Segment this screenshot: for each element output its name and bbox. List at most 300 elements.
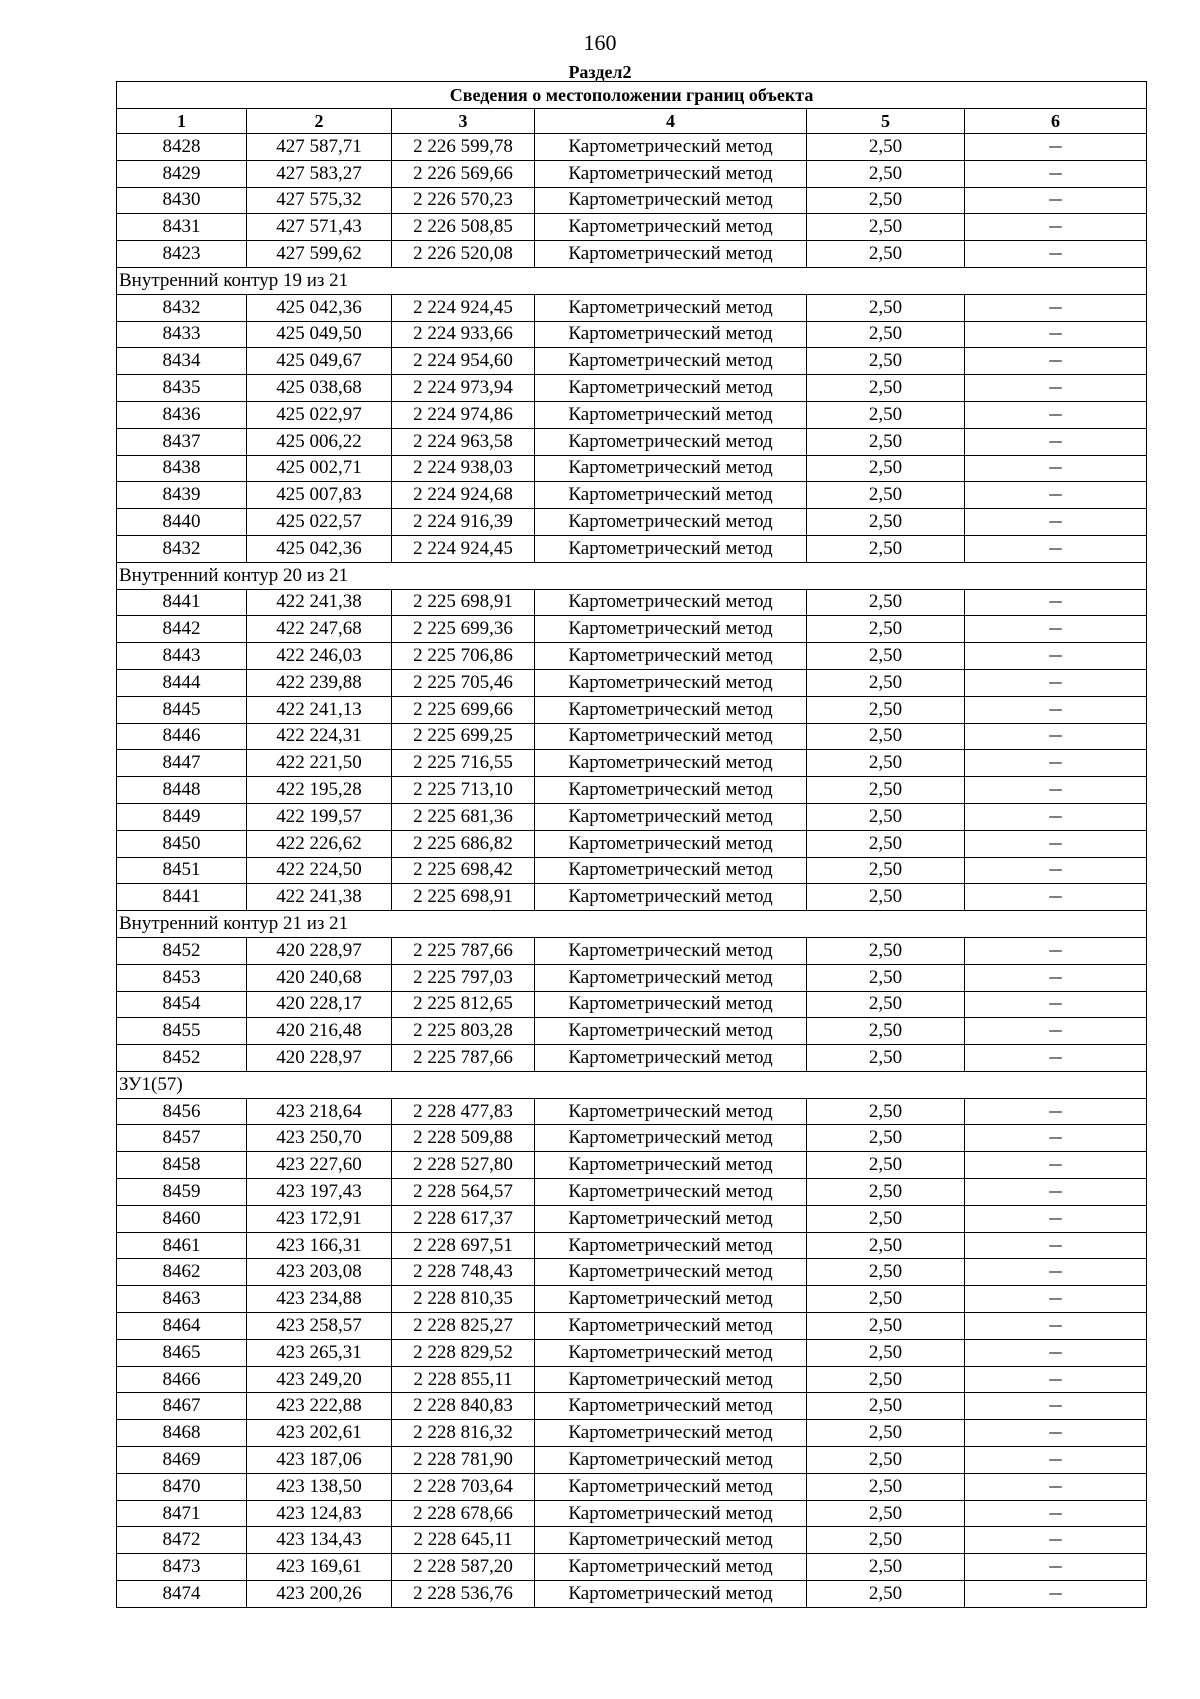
x-coordinate-cell: 423 249,20 — [247, 1366, 392, 1393]
x-coordinate-cell: 422 239,88 — [247, 669, 392, 696]
point-number-cell: 8437 — [117, 428, 247, 455]
method-cell: Картометрический метод — [535, 1179, 807, 1206]
x-coordinate-cell: 423 227,60 — [247, 1152, 392, 1179]
description-cell: — — [965, 1259, 1147, 1286]
table-row — [117, 455, 1147, 482]
method-cell: Картометрический метод — [535, 1447, 807, 1474]
y-coordinate-cell: 2 226 569,66 — [392, 160, 535, 187]
x-coordinate-cell: 423 169,61 — [247, 1554, 392, 1581]
description-cell: — — [965, 535, 1147, 562]
accuracy-cell: 2,50 — [807, 669, 965, 696]
x-coordinate-cell: 422 226,62 — [247, 830, 392, 857]
table-row — [117, 1420, 1147, 1447]
contour-section-row — [117, 911, 1147, 938]
point-number-cell: 8429 — [117, 160, 247, 187]
accuracy-cell: 2,50 — [807, 1313, 965, 1340]
point-number-cell: 8448 — [117, 777, 247, 804]
accuracy-cell: 2,50 — [807, 1366, 965, 1393]
accuracy-cell: 2,50 — [807, 1581, 965, 1608]
method-cell: Картометрический метод — [535, 1366, 807, 1393]
accuracy-cell: 2,50 — [807, 696, 965, 723]
x-coordinate-cell: 422 241,13 — [247, 696, 392, 723]
description-cell: — — [965, 1205, 1147, 1232]
y-coordinate-cell: 2 225 797,03 — [392, 964, 535, 991]
description-cell: — — [965, 830, 1147, 857]
description-cell: — — [965, 991, 1147, 1018]
x-coordinate-cell: 422 224,50 — [247, 857, 392, 884]
accuracy-cell: 2,50 — [807, 964, 965, 991]
x-coordinate-cell: 423 172,91 — [247, 1205, 392, 1232]
x-coordinate-cell: 423 265,31 — [247, 1339, 392, 1366]
method-cell: Картометрический метод — [535, 187, 807, 214]
method-cell: Картометрический метод — [535, 1527, 807, 1554]
accuracy-cell: 2,50 — [807, 750, 965, 777]
accuracy-cell: 2,50 — [807, 294, 965, 321]
y-coordinate-cell: 2 228 816,32 — [392, 1420, 535, 1447]
method-cell: Картометрический метод — [535, 669, 807, 696]
table-row — [117, 535, 1147, 562]
y-coordinate-cell: 2 225 812,65 — [392, 991, 535, 1018]
table-row — [117, 830, 1147, 857]
x-coordinate-cell: 422 241,38 — [247, 884, 392, 911]
point-number-cell: 8428 — [117, 134, 247, 161]
description-cell: — — [965, 241, 1147, 268]
method-cell: Картометрический метод — [535, 214, 807, 241]
table-row — [117, 643, 1147, 670]
y-coordinate-cell: 2 225 698,91 — [392, 589, 535, 616]
x-coordinate-cell: 425 006,22 — [247, 428, 392, 455]
accuracy-cell: 2,50 — [807, 723, 965, 750]
accuracy-cell: 2,50 — [807, 160, 965, 187]
x-coordinate-cell: 425 022,97 — [247, 401, 392, 428]
accuracy-cell: 2,50 — [807, 428, 965, 455]
description-cell: — — [965, 1018, 1147, 1045]
method-cell: Картометрический метод — [535, 696, 807, 723]
accuracy-cell: 2,50 — [807, 1045, 965, 1072]
description-cell: — — [965, 1420, 1147, 1447]
point-number-cell: 8423 — [117, 241, 247, 268]
y-coordinate-cell: 2 225 699,66 — [392, 696, 535, 723]
table-row — [117, 1286, 1147, 1313]
y-coordinate-cell: 2 225 706,86 — [392, 643, 535, 670]
point-number-cell: 8456 — [117, 1098, 247, 1125]
table-row — [117, 214, 1147, 241]
method-cell: Картометрический метод — [535, 1554, 807, 1581]
y-coordinate-cell: 2 226 599,78 — [392, 134, 535, 161]
point-number-cell: 8431 — [117, 214, 247, 241]
table-row — [117, 1098, 1147, 1125]
table-row — [117, 509, 1147, 536]
description-cell: — — [965, 1527, 1147, 1554]
x-coordinate-cell: 425 007,83 — [247, 482, 392, 509]
description-cell: — — [965, 1098, 1147, 1125]
table-row — [117, 991, 1147, 1018]
table-caption: Сведения о местоположении границ объекта — [117, 82, 1147, 109]
description-cell: — — [965, 884, 1147, 911]
point-number-cell: 8466 — [117, 1366, 247, 1393]
point-number-cell: 8447 — [117, 750, 247, 777]
method-cell: Картометрический метод — [535, 509, 807, 536]
y-coordinate-cell: 2 225 803,28 — [392, 1018, 535, 1045]
description-cell: — — [965, 160, 1147, 187]
table-row — [117, 134, 1147, 161]
accuracy-cell: 2,50 — [807, 589, 965, 616]
description-cell: — — [965, 1045, 1147, 1072]
table-row — [117, 1259, 1147, 1286]
accuracy-cell: 2,50 — [807, 803, 965, 830]
table-row — [117, 1366, 1147, 1393]
y-coordinate-cell: 2 224 933,66 — [392, 321, 535, 348]
x-coordinate-cell: 423 197,43 — [247, 1179, 392, 1206]
point-number-cell: 8472 — [117, 1527, 247, 1554]
method-cell: Картометрический метод — [535, 134, 807, 161]
method-cell: Картометрический метод — [535, 455, 807, 482]
table-row — [117, 803, 1147, 830]
accuracy-cell: 2,50 — [807, 1500, 965, 1527]
point-number-cell: 8461 — [117, 1232, 247, 1259]
table-row — [117, 1018, 1147, 1045]
point-number-cell: 8470 — [117, 1473, 247, 1500]
x-coordinate-cell: 423 218,64 — [247, 1098, 392, 1125]
point-number-cell: 8435 — [117, 375, 247, 402]
method-cell: Картометрический метод — [535, 750, 807, 777]
accuracy-cell: 2,50 — [807, 1179, 965, 1206]
table-row — [117, 884, 1147, 911]
accuracy-cell: 2,50 — [807, 1286, 965, 1313]
accuracy-cell: 2,50 — [807, 509, 965, 536]
table-row — [117, 348, 1147, 375]
accuracy-cell: 2,50 — [807, 375, 965, 402]
table-row — [117, 1500, 1147, 1527]
accuracy-cell: 2,50 — [807, 1259, 965, 1286]
x-coordinate-cell: 422 199,57 — [247, 803, 392, 830]
point-number-cell: 8443 — [117, 643, 247, 670]
point-number-cell: 8453 — [117, 964, 247, 991]
table-row — [117, 401, 1147, 428]
table-body — [117, 134, 1147, 1608]
accuracy-cell: 2,50 — [807, 134, 965, 161]
accuracy-cell: 2,50 — [807, 1125, 965, 1152]
description-cell: — — [965, 1554, 1147, 1581]
x-coordinate-cell: 423 134,43 — [247, 1527, 392, 1554]
method-cell: Картометрический метод — [535, 857, 807, 884]
y-coordinate-cell: 2 228 645,11 — [392, 1527, 535, 1554]
method-cell: Картометрический метод — [535, 777, 807, 804]
x-coordinate-cell: 423 138,50 — [247, 1473, 392, 1500]
column-header: 6 — [965, 109, 1147, 134]
y-coordinate-cell: 2 225 787,66 — [392, 937, 535, 964]
description-cell: — — [965, 643, 1147, 670]
y-coordinate-cell: 2 224 963,58 — [392, 428, 535, 455]
description-cell: — — [965, 589, 1147, 616]
y-coordinate-cell: 2 224 938,03 — [392, 455, 535, 482]
description-cell: — — [965, 1179, 1147, 1206]
point-number-cell: 8462 — [117, 1259, 247, 1286]
table-row — [117, 1527, 1147, 1554]
y-coordinate-cell: 2 228 617,37 — [392, 1205, 535, 1232]
point-number-cell: 8465 — [117, 1339, 247, 1366]
description-cell: — — [965, 1339, 1147, 1366]
description-cell: — — [965, 1581, 1147, 1608]
table-row — [117, 428, 1147, 455]
accuracy-cell: 2,50 — [807, 616, 965, 643]
method-cell: Картометрический метод — [535, 1339, 807, 1366]
method-cell: Картометрический метод — [535, 884, 807, 911]
y-coordinate-cell: 2 228 509,88 — [392, 1125, 535, 1152]
method-cell: Картометрический метод — [535, 160, 807, 187]
y-coordinate-cell: 2 228 810,35 — [392, 1286, 535, 1313]
x-coordinate-cell: 423 124,83 — [247, 1500, 392, 1527]
x-coordinate-cell: 423 222,88 — [247, 1393, 392, 1420]
point-number-cell: 8441 — [117, 589, 247, 616]
method-cell: Картометрический метод — [535, 803, 807, 830]
point-number-cell: 8430 — [117, 187, 247, 214]
y-coordinate-cell: 2 226 570,23 — [392, 187, 535, 214]
method-cell: Картометрический метод — [535, 1018, 807, 1045]
table-row — [117, 857, 1147, 884]
table-row — [117, 750, 1147, 777]
x-coordinate-cell: 422 241,38 — [247, 589, 392, 616]
description-cell: — — [965, 1447, 1147, 1474]
y-coordinate-cell: 2 228 477,83 — [392, 1098, 535, 1125]
method-cell: Картометрический метод — [535, 723, 807, 750]
method-cell: Картометрический метод — [535, 1581, 807, 1608]
table-row — [117, 160, 1147, 187]
accuracy-cell: 2,50 — [807, 1018, 965, 1045]
method-cell: Картометрический метод — [535, 1286, 807, 1313]
y-coordinate-cell: 2 228 829,52 — [392, 1339, 535, 1366]
y-coordinate-cell: 2 225 705,46 — [392, 669, 535, 696]
accuracy-cell: 2,50 — [807, 1473, 965, 1500]
x-coordinate-cell: 422 247,68 — [247, 616, 392, 643]
description-cell: — — [965, 857, 1147, 884]
section-title: Раздел2 — [568, 62, 632, 82]
table-row — [117, 669, 1147, 696]
x-coordinate-cell: 422 221,50 — [247, 750, 392, 777]
accuracy-cell: 2,50 — [807, 401, 965, 428]
point-number-cell: 8469 — [117, 1447, 247, 1474]
y-coordinate-cell: 2 225 699,36 — [392, 616, 535, 643]
x-coordinate-cell: 423 200,26 — [247, 1581, 392, 1608]
point-number-cell: 8436 — [117, 401, 247, 428]
column-header: 3 — [392, 109, 535, 134]
description-cell: — — [965, 696, 1147, 723]
description-cell: — — [965, 964, 1147, 991]
point-number-cell: 8455 — [117, 1018, 247, 1045]
method-cell: Картометрический метод — [535, 428, 807, 455]
table-row — [117, 375, 1147, 402]
method-cell: Картометрический метод — [535, 991, 807, 1018]
x-coordinate-cell: 425 049,50 — [247, 321, 392, 348]
accuracy-cell: 2,50 — [807, 535, 965, 562]
y-coordinate-cell: 2 225 686,82 — [392, 830, 535, 857]
column-header: 5 — [807, 109, 965, 134]
description-cell: — — [965, 187, 1147, 214]
method-cell: Картометрический метод — [535, 241, 807, 268]
description-cell: — — [965, 1500, 1147, 1527]
accuracy-cell: 2,50 — [807, 1420, 965, 1447]
y-coordinate-cell: 2 228 748,43 — [392, 1259, 535, 1286]
contour-section-label: Внутренний контур 20 из 21 — [117, 562, 1147, 589]
table-row — [117, 616, 1147, 643]
accuracy-cell: 2,50 — [807, 1393, 965, 1420]
y-coordinate-cell: 2 228 527,80 — [392, 1152, 535, 1179]
method-cell: Картометрический метод — [535, 535, 807, 562]
y-coordinate-cell: 2 226 508,85 — [392, 214, 535, 241]
point-number-cell: 8450 — [117, 830, 247, 857]
point-number-cell: 8444 — [117, 669, 247, 696]
accuracy-cell: 2,50 — [807, 187, 965, 214]
description-cell: — — [965, 1366, 1147, 1393]
y-coordinate-cell: 2 224 924,45 — [392, 294, 535, 321]
accuracy-cell: 2,50 — [807, 830, 965, 857]
method-cell: Картометрический метод — [535, 1500, 807, 1527]
table-row — [117, 1232, 1147, 1259]
y-coordinate-cell: 2 225 681,36 — [392, 803, 535, 830]
method-cell: Картометрический метод — [535, 1313, 807, 1340]
x-coordinate-cell: 422 224,31 — [247, 723, 392, 750]
point-number-cell: 8454 — [117, 991, 247, 1018]
point-number-cell: 8442 — [117, 616, 247, 643]
table-row — [117, 1339, 1147, 1366]
point-number-cell: 8432 — [117, 535, 247, 562]
x-coordinate-cell: 422 246,03 — [247, 643, 392, 670]
accuracy-cell: 2,50 — [807, 1527, 965, 1554]
accuracy-cell: 2,50 — [807, 857, 965, 884]
y-coordinate-cell: 2 228 855,11 — [392, 1366, 535, 1393]
point-number-cell: 8468 — [117, 1420, 247, 1447]
table-row — [117, 241, 1147, 268]
x-coordinate-cell: 420 228,17 — [247, 991, 392, 1018]
accuracy-cell: 2,50 — [807, 991, 965, 1018]
point-number-cell: 8449 — [117, 803, 247, 830]
y-coordinate-cell: 2 228 536,76 — [392, 1581, 535, 1608]
accuracy-cell: 2,50 — [807, 643, 965, 670]
description-cell: — — [965, 482, 1147, 509]
description-cell: — — [965, 321, 1147, 348]
contour-section-label: Внутренний контур 21 из 21 — [117, 911, 1147, 938]
x-coordinate-cell: 420 228,97 — [247, 937, 392, 964]
table-row — [117, 723, 1147, 750]
accuracy-cell: 2,50 — [807, 1098, 965, 1125]
x-coordinate-cell: 425 022,57 — [247, 509, 392, 536]
x-coordinate-cell: 423 250,70 — [247, 1125, 392, 1152]
table-row — [117, 1205, 1147, 1232]
description-cell: — — [965, 1393, 1147, 1420]
y-coordinate-cell: 2 224 974,86 — [392, 401, 535, 428]
method-cell: Картометрический метод — [535, 401, 807, 428]
method-cell: Картометрический метод — [535, 294, 807, 321]
point-number-cell: 8471 — [117, 1500, 247, 1527]
y-coordinate-cell: 2 228 697,51 — [392, 1232, 535, 1259]
point-number-cell: 8438 — [117, 455, 247, 482]
accuracy-cell: 2,50 — [807, 482, 965, 509]
accuracy-cell: 2,50 — [807, 1554, 965, 1581]
x-coordinate-cell: 423 203,08 — [247, 1259, 392, 1286]
description-cell: — — [965, 669, 1147, 696]
point-number-cell: 8459 — [117, 1179, 247, 1206]
y-coordinate-cell: 2 225 787,66 — [392, 1045, 535, 1072]
page-number: 160 — [583, 30, 617, 55]
method-cell: Картометрический метод — [535, 1098, 807, 1125]
point-number-cell: 8445 — [117, 696, 247, 723]
method-cell: Картометрический метод — [535, 482, 807, 509]
accuracy-cell: 2,50 — [807, 241, 965, 268]
table-row — [117, 1313, 1147, 1340]
y-coordinate-cell: 2 228 703,64 — [392, 1473, 535, 1500]
accuracy-cell: 2,50 — [807, 348, 965, 375]
y-coordinate-cell: 2 226 520,08 — [392, 241, 535, 268]
point-number-cell: 8464 — [117, 1313, 247, 1340]
point-number-cell: 8474 — [117, 1581, 247, 1608]
y-coordinate-cell: 2 224 924,68 — [392, 482, 535, 509]
y-coordinate-cell: 2 225 698,42 — [392, 857, 535, 884]
contour-section-label: ЗУ1(57) — [117, 1071, 1147, 1098]
accuracy-cell: 2,50 — [807, 884, 965, 911]
accuracy-cell: 2,50 — [807, 1205, 965, 1232]
description-cell: — — [965, 777, 1147, 804]
method-cell: Картометрический метод — [535, 1259, 807, 1286]
description-cell: — — [965, 428, 1147, 455]
x-coordinate-cell: 423 234,88 — [247, 1286, 392, 1313]
description-cell: — — [965, 1313, 1147, 1340]
table-row — [117, 1179, 1147, 1206]
accuracy-cell: 2,50 — [807, 455, 965, 482]
y-coordinate-cell: 2 225 713,10 — [392, 777, 535, 804]
point-number-cell: 8452 — [117, 1045, 247, 1072]
table-row — [117, 1447, 1147, 1474]
y-coordinate-cell: 2 228 587,20 — [392, 1554, 535, 1581]
description-cell: — — [965, 294, 1147, 321]
accuracy-cell: 2,50 — [807, 1447, 965, 1474]
description-cell: — — [965, 616, 1147, 643]
description-cell: — — [965, 803, 1147, 830]
table-row — [117, 777, 1147, 804]
description-cell: — — [965, 455, 1147, 482]
y-coordinate-cell: 2 228 678,66 — [392, 1500, 535, 1527]
x-coordinate-cell: 427 571,43 — [247, 214, 392, 241]
method-cell: Картометрический метод — [535, 375, 807, 402]
table-row — [117, 321, 1147, 348]
table-row — [117, 696, 1147, 723]
description-cell: — — [965, 1125, 1147, 1152]
description-cell: — — [965, 723, 1147, 750]
contour-section-row — [117, 1071, 1147, 1098]
description-cell: — — [965, 348, 1147, 375]
method-cell: Картометрический метод — [535, 321, 807, 348]
method-cell: Картометрический метод — [535, 1473, 807, 1500]
table-row — [117, 1045, 1147, 1072]
method-cell: Картометрический метод — [535, 643, 807, 670]
x-coordinate-cell: 420 228,97 — [247, 1045, 392, 1072]
column-header: 4 — [535, 109, 807, 134]
method-cell: Картометрический метод — [535, 1420, 807, 1447]
x-coordinate-cell: 427 583,27 — [247, 160, 392, 187]
y-coordinate-cell: 2 228 840,83 — [392, 1393, 535, 1420]
x-coordinate-cell: 427 575,32 — [247, 187, 392, 214]
description-cell: — — [965, 937, 1147, 964]
point-number-cell: 8458 — [117, 1152, 247, 1179]
description-cell: — — [965, 509, 1147, 536]
boundary-coordinates-table — [116, 81, 1147, 1608]
y-coordinate-cell: 2 228 781,90 — [392, 1447, 535, 1474]
x-coordinate-cell: 427 599,62 — [247, 241, 392, 268]
x-coordinate-cell: 425 038,68 — [247, 375, 392, 402]
y-coordinate-cell: 2 225 699,25 — [392, 723, 535, 750]
method-cell: Картометрический метод — [535, 589, 807, 616]
y-coordinate-cell: 2 225 716,55 — [392, 750, 535, 777]
y-coordinate-cell: 2 224 954,60 — [392, 348, 535, 375]
